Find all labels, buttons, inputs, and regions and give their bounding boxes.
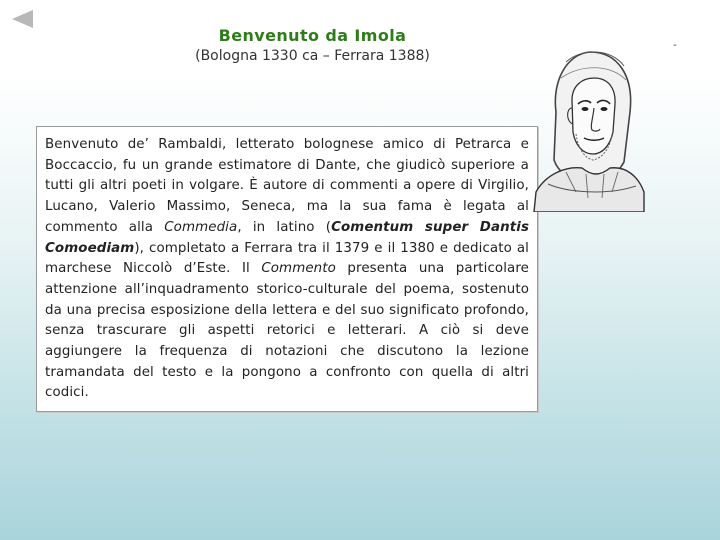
biography-bold-title: Comentum super Dantis Comoediam (45, 219, 530, 256)
biography-text-box (36, 126, 538, 412)
portrait-illustration (526, 42, 646, 212)
biography-text-part3: ), completato a Ferrara tra il 1379 e il 1380 e dedicato al marchese Niccolò d’Este. Il (45, 240, 529, 277)
biography-italic-commento: Commento (261, 261, 336, 277)
biography-text-part1: Benvenuto de’ Rambaldi, letterato bolognese amico di Petrarca e Boccaccio, fu un grande estimatore di Dante, che giudicò superiore a tutti gli altri poeti in volgare. È autore di commenti a opere di Virgilio, Lucano, Valerio Massimo, Seneca, ma la sua fama è legata al commento alla (45, 137, 529, 235)
portrait-image (526, 42, 646, 212)
biography-text-part4: presenta una particolare attenzione all’inquadramento storico-culturale del poema, sostenuto da una precisa esposizione della lettera e del suo significato profondo, senza trascurare gli aspetti retorici e letterari. A ciò si deve aggiungere la frequenza di notazioni che discutono la lezione tramandata del testo e la pongono a confronto con quella di altri codici. (45, 261, 529, 401)
page-title: Benvenuto da Imola (218, 26, 407, 45)
biography-italic-commedia: Commedia (164, 219, 238, 235)
biography-text-part2: , in latino ( (237, 219, 332, 235)
corner-mark: - (673, 40, 677, 51)
page-subtitle: (Bologna 1330 ca – Ferrara 1388) (195, 48, 430, 64)
